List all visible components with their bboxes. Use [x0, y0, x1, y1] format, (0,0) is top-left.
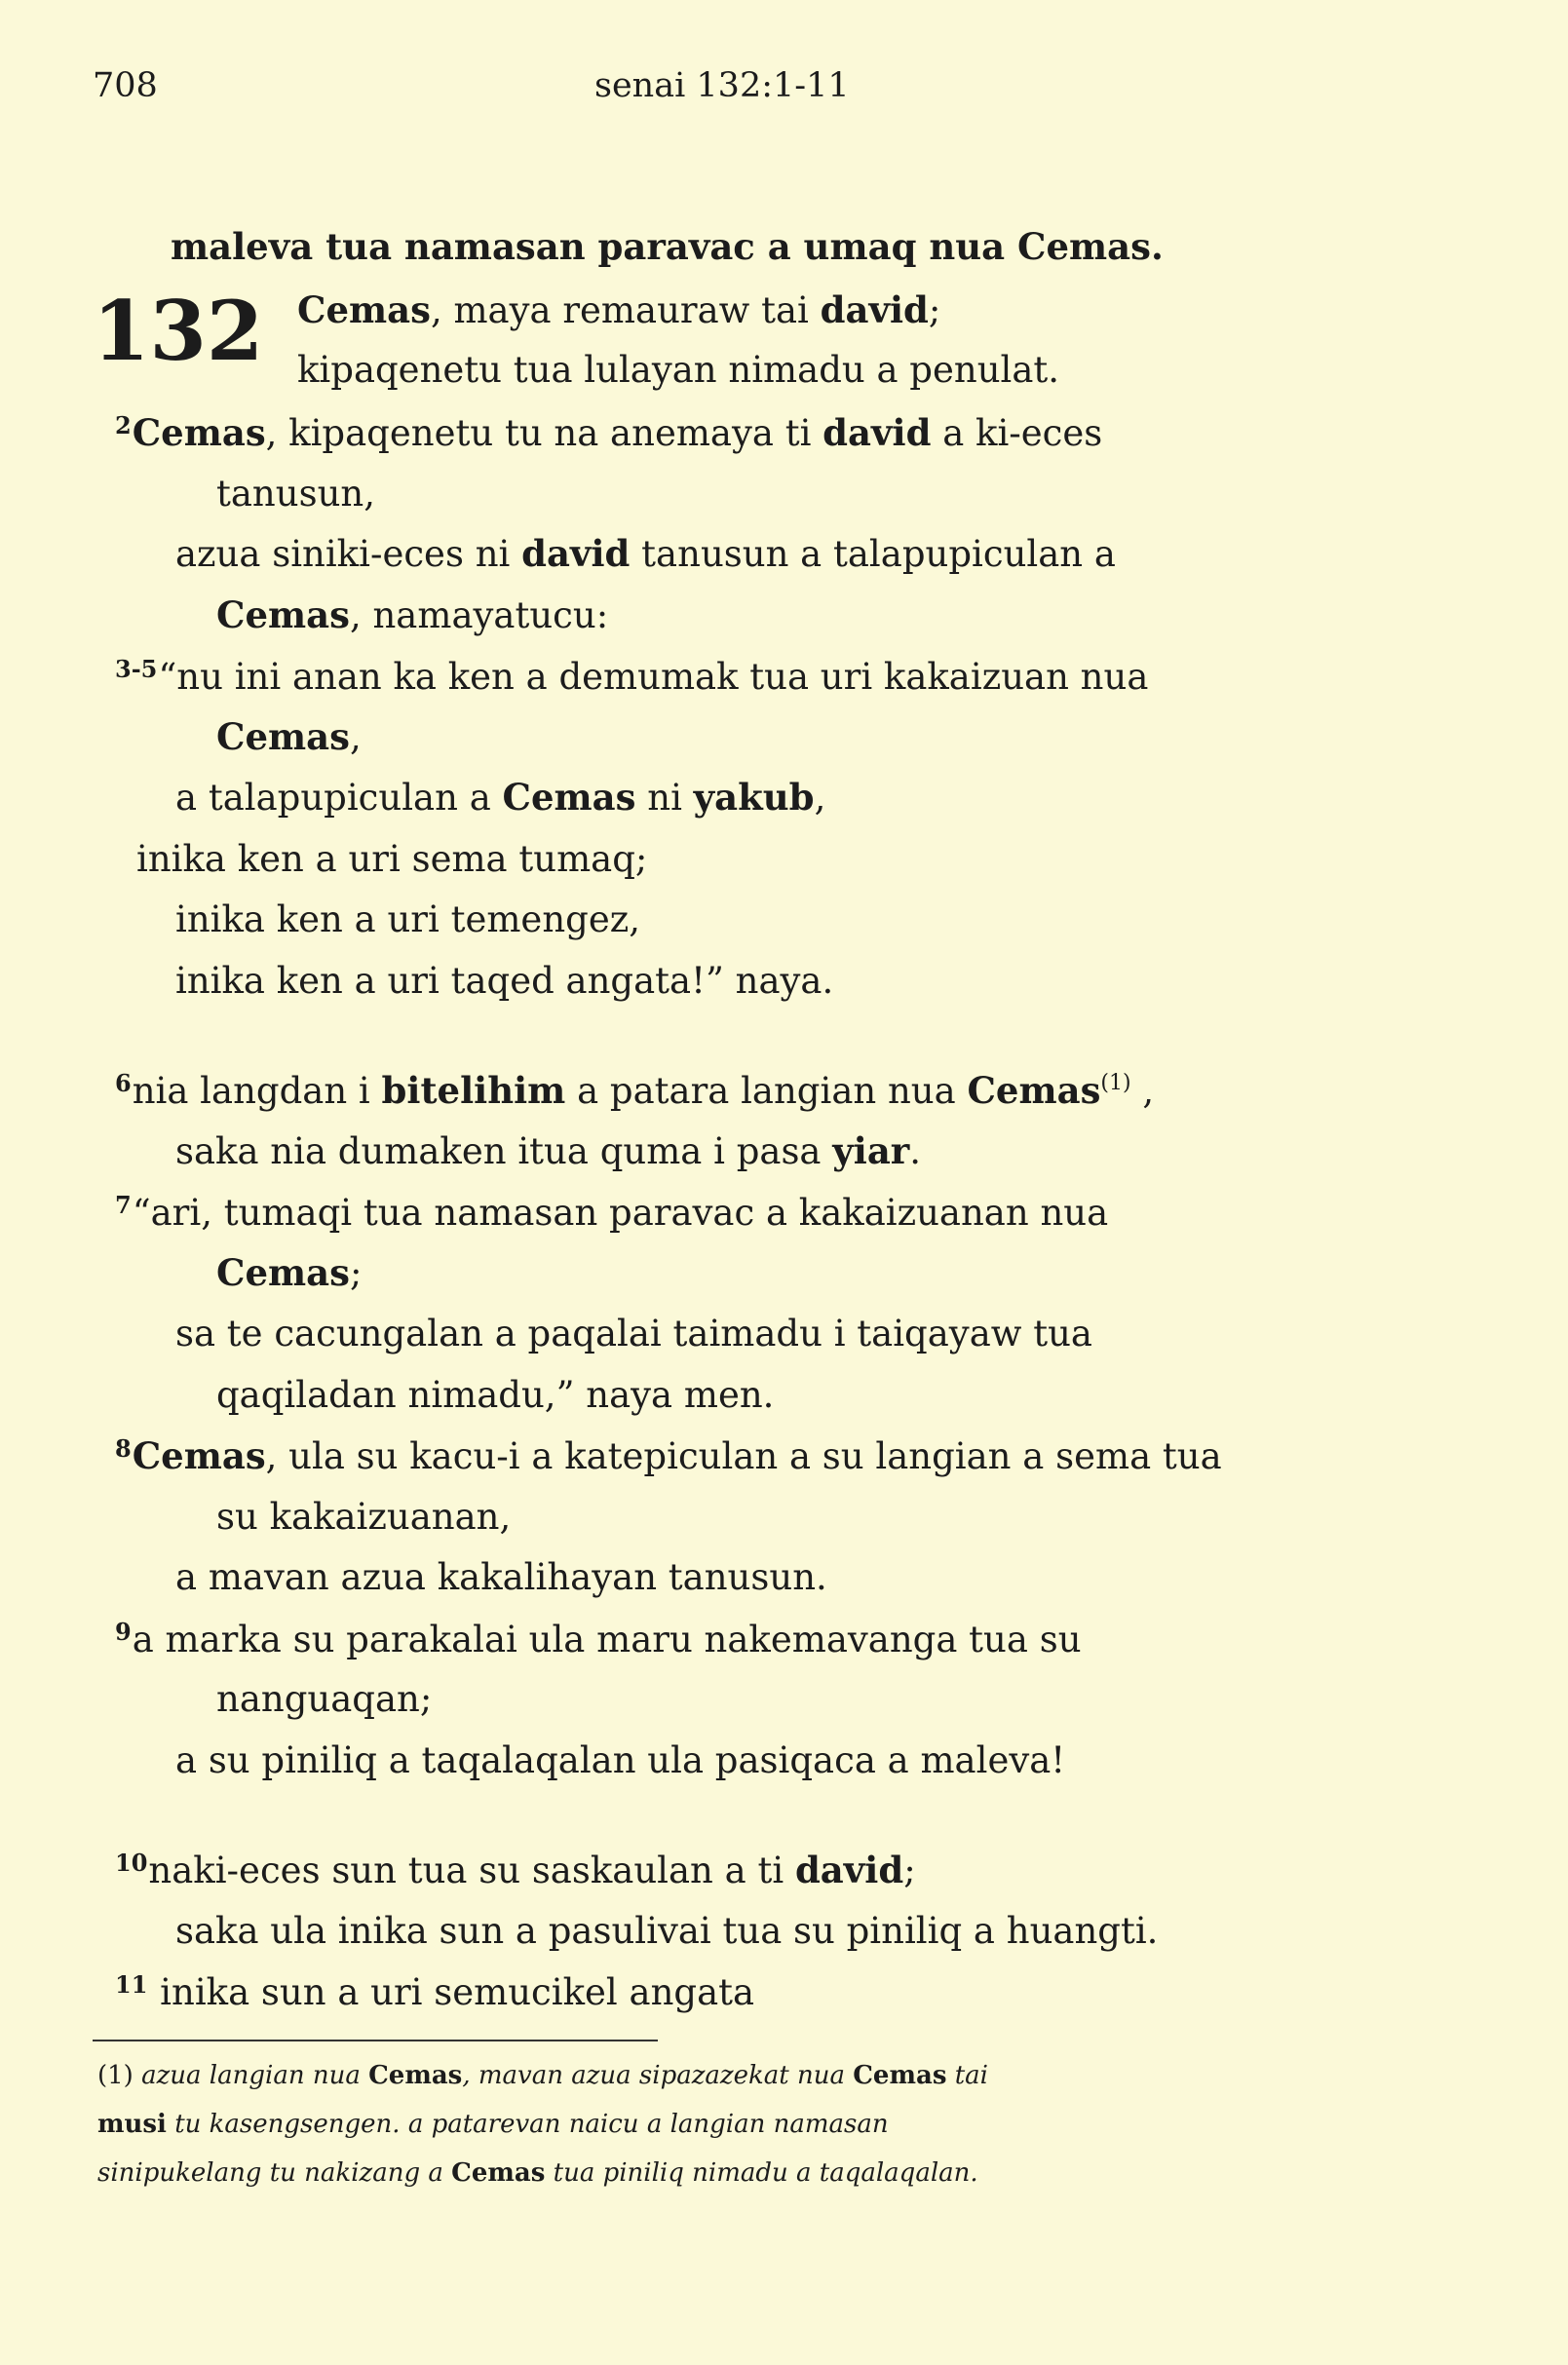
text-run: ;: [903, 1850, 916, 1891]
bold-term: Cemas: [216, 1251, 350, 1294]
verse-line: [216, 593, 609, 636]
verse-line: [175, 1313, 1092, 1354]
text-run: saka ula inika sun a pasulivai tua su piniliq a huangti.: [175, 1910, 1159, 1952]
text-run: , kipaqenetu tu na anemaya ti: [265, 412, 823, 454]
text-run: , mavan azua sipazazekat nua: [462, 2061, 854, 2090]
bold-term: yakub: [693, 776, 815, 819]
text-run: saka nia dumaken itua quma i pasa: [175, 1130, 833, 1172]
bold-term: Cemas: [502, 776, 636, 819]
footnote-rule: [93, 2040, 658, 2041]
text-run: a patara langian nua: [565, 1070, 968, 1112]
verse-line: [175, 1129, 922, 1172]
text-run: azua siniki-eces ni: [175, 533, 522, 575]
text-run: sa te cacungalan a paqalai taimadu i taiqayaw tua: [175, 1313, 1092, 1354]
verse-number: 2: [115, 411, 132, 439]
page-number: 708: [93, 66, 158, 105]
bold-term: david: [521, 532, 631, 575]
text-run: nia langdan i: [132, 1070, 382, 1112]
bold-term: david: [794, 1849, 904, 1891]
text-run: “ari, tumaqi tua namasan paravac a kakaizuanan nua: [132, 1192, 1109, 1234]
bold-term: Cemas: [967, 1069, 1101, 1112]
verse-line: [297, 349, 1060, 391]
text-run: a marka su parakalai ula maru nakemavanga tua su: [132, 1619, 1082, 1660]
text-run: a ki-eces: [931, 412, 1103, 454]
psalm-number: 132: [93, 283, 264, 379]
footnote-ref: (1): [1100, 1071, 1131, 1095]
verse-line: [216, 1678, 433, 1720]
verse-line: [216, 1496, 512, 1538]
verse-number: 9: [115, 1618, 132, 1646]
running-head: senai 132:1-11: [594, 66, 850, 105]
bold-term: Cemas: [216, 715, 350, 758]
verse-line: [216, 1251, 363, 1294]
text-run: su kakaizuanan,: [216, 1496, 512, 1538]
verse-line: [216, 473, 375, 515]
verse-number: 10: [115, 1849, 148, 1877]
footnote-line: [97, 2112, 889, 2137]
verse-line: [175, 532, 1116, 575]
verse-line: [175, 960, 834, 1002]
text-run: ;: [349, 1252, 363, 1294]
text-run: , ula su kacu-i a katepiculan a su langian a sema tua: [265, 1435, 1222, 1477]
text-run: qaqiladan nimadu,” naya men.: [216, 1374, 775, 1416]
verse-line: [115, 1618, 1082, 1660]
verse-line: [175, 1739, 1066, 1781]
footnote-marker: (1): [97, 2061, 142, 2090]
text-run: inika ken a uri taqed angata!” naya.: [175, 960, 834, 1002]
text-run: ,: [349, 716, 362, 758]
bold-term: david: [820, 288, 929, 331]
bold-term: Cemas: [216, 593, 350, 636]
verse-line: [175, 1556, 827, 1598]
bold-term: Cemas: [368, 2061, 463, 2090]
verse-line: [115, 1434, 1222, 1477]
verse-line: [115, 1069, 1155, 1112]
bold-term: Cemas: [132, 1434, 266, 1477]
verse-line: [115, 411, 1103, 454]
text-run: tu kasengsengen. a patarevan naicu a langian namasan: [166, 2110, 889, 2139]
text-run: nanguaqan;: [216, 1678, 433, 1720]
bold-term: Cemas: [297, 288, 431, 331]
text-run: azua langian nua: [141, 2061, 369, 2090]
text-run: kipaqenetu tua lulayan nimadu a penulat.: [297, 349, 1060, 391]
verse-line: [115, 1191, 1109, 1234]
footnote-line: [97, 2063, 988, 2088]
text-run: , namayatucu:: [349, 594, 609, 636]
text-run: a mavan azua kakalihayan tanusun.: [175, 1556, 827, 1598]
text-run: a su piniliq a taqalaqalan ula pasiqaca a maleva!: [175, 1739, 1066, 1781]
text-run: inika sun a uri semucikel angata: [148, 1971, 755, 2013]
verse-line: [216, 1374, 775, 1416]
verse-line: [175, 776, 826, 819]
verse-line: [171, 225, 1164, 268]
bold-term: Cemas: [451, 2158, 546, 2188]
text-run: ;: [928, 289, 941, 331]
verse-line: [115, 1849, 916, 1891]
bold-term: david: [822, 411, 932, 454]
text-run: , maya remauraw tai: [430, 289, 821, 331]
text-run: ni: [635, 777, 694, 819]
bold-term: Cemas: [132, 411, 266, 454]
text-run: a talapupiculan a: [175, 777, 503, 819]
bold-term: Cemas: [853, 2061, 947, 2090]
bold-term: yiar: [832, 1129, 910, 1172]
verse-line: [175, 1910, 1159, 1952]
bold-term: musi: [97, 2110, 167, 2139]
text-run: ,: [1130, 1070, 1155, 1112]
text-run: sinipukelang tu nakizang a: [97, 2158, 452, 2188]
verse-line: [175, 898, 640, 940]
verse-number: 6: [115, 1069, 132, 1097]
verse-number: 7: [115, 1191, 132, 1219]
verse-number: 3-5: [115, 655, 158, 683]
text-run: ,: [814, 777, 826, 819]
verse-number: 8: [115, 1434, 132, 1463]
footnote-line: [97, 2160, 978, 2186]
bold-term: bitelihim: [381, 1069, 566, 1112]
text-run: .: [909, 1130, 922, 1172]
verse-line: [297, 288, 941, 331]
text-run: “nu ini anan ka ken a demumak tua uri kakaizuan nua: [158, 656, 1149, 698]
text-run: naki-eces sun tua su saskaulan a ti: [148, 1850, 795, 1891]
text-run: tanusun,: [216, 473, 375, 515]
verse-line: [115, 1970, 755, 2013]
text-run: inika ken a uri temengez,: [175, 898, 640, 940]
text-run: inika ken a uri sema tumaq;: [136, 838, 648, 880]
text-run: tua piniliq nimadu a taqalaqalan.: [545, 2158, 978, 2188]
text-run: tanusun a talapupiculan a: [630, 533, 1116, 575]
verse-line: [136, 838, 648, 880]
verse-number: 11: [115, 1970, 148, 1999]
verse-line: [216, 715, 362, 758]
bold-term: maleva tua namasan paravac a umaq nua Cemas.: [171, 225, 1164, 268]
text-run: tai: [946, 2061, 988, 2090]
verse-line: [115, 655, 1149, 698]
